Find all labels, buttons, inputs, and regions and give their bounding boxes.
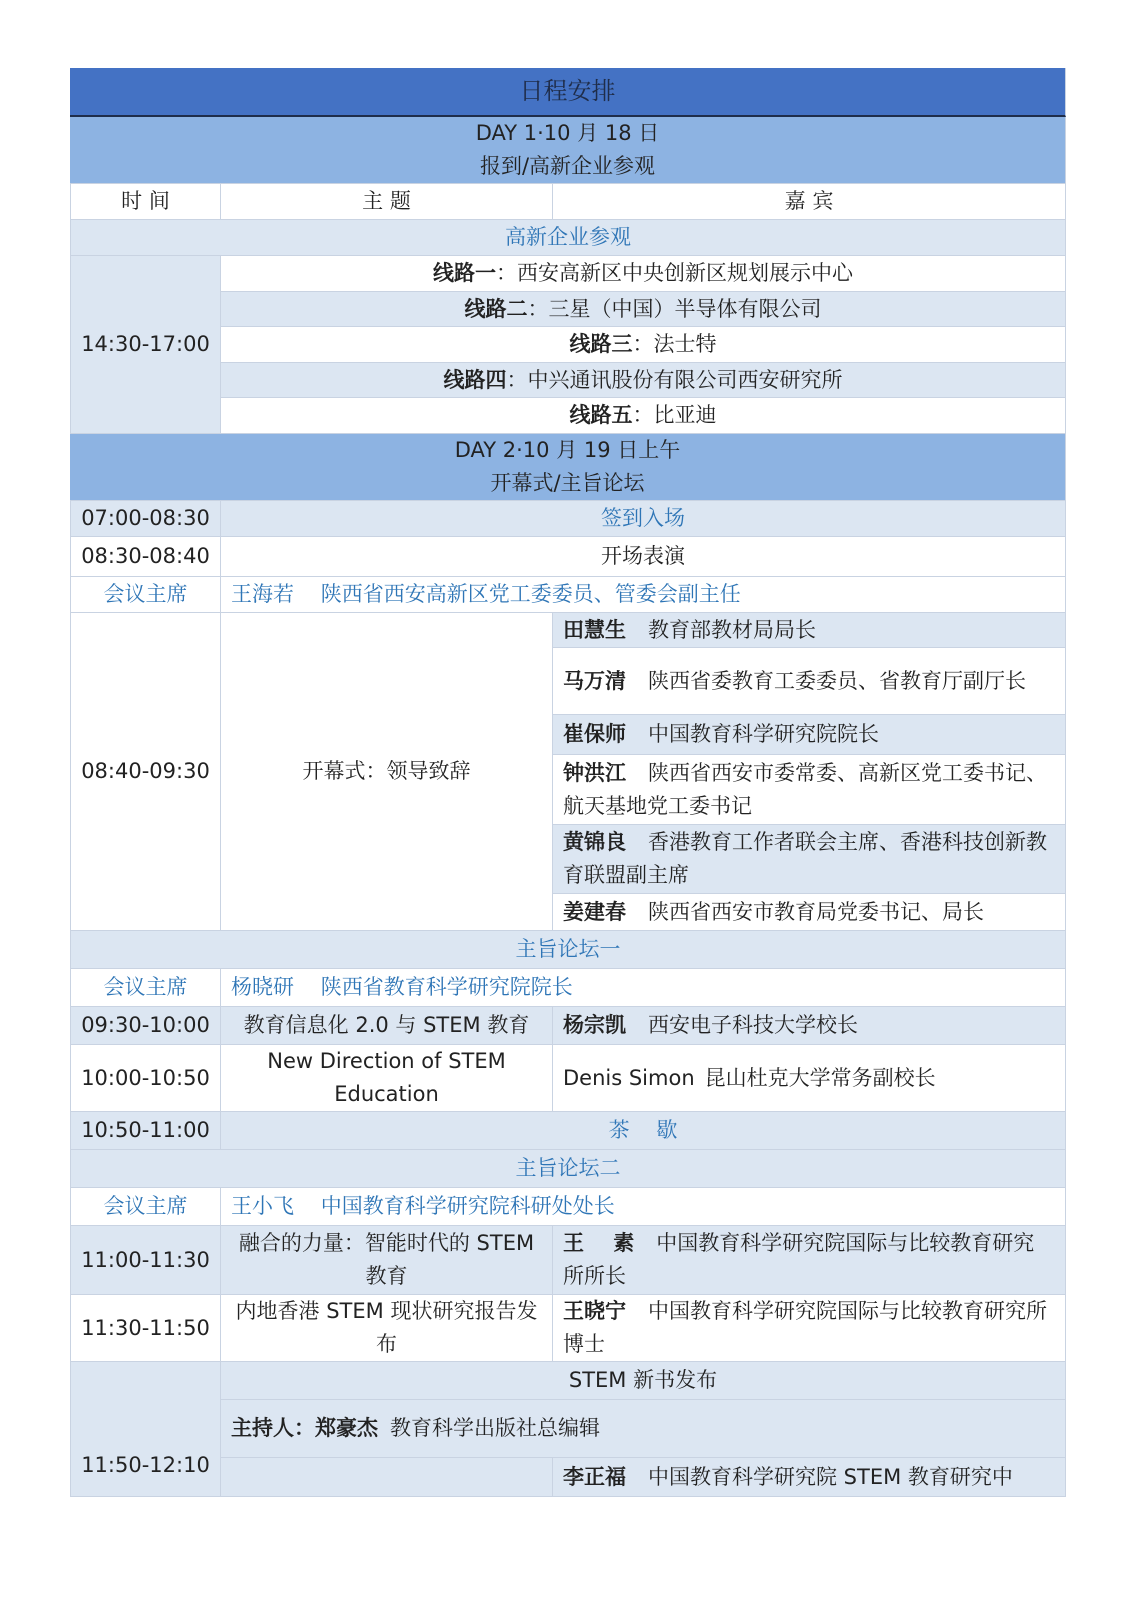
day1-banner <box>70 117 1066 184</box>
forum1-chair-label: 会议主席 <box>70 969 221 1007</box>
session-topic: New Direction of STEM Education <box>221 1045 553 1112</box>
forum1-chair: 杨晓研 陕西省教育科学研究院院长 <box>221 969 1066 1007</box>
forum2-label: 主旨论坛二 <box>70 1150 1066 1188</box>
table-header <box>70 184 1066 220</box>
book-label: STEM 新书发布 <box>221 1362 1066 1400</box>
show-time: 08:30-08:40 <box>70 537 221 577</box>
forum2-chair: 王小飞 中国教育科学研究院科研处处长 <box>221 1188 1066 1226</box>
guest-row: 马万清 陕西省委教育工委委员、省教育厅副厅长 <box>553 648 1066 715</box>
day2-banner <box>70 434 1066 501</box>
guest-row: 黄锦良 香港教育工作者联会主席、香港科技创新教育联盟副主席 <box>553 825 1066 894</box>
opening-block <box>70 613 1066 931</box>
book-time: 11:50-12:10 <box>70 1362 221 1497</box>
session-guest: Denis Simon 昆山杜克大学常务副校长 <box>553 1045 1066 1112</box>
session-time: 10:00-10:50 <box>70 1045 221 1112</box>
opening-time: 08:40-09:30 <box>70 613 221 931</box>
forum2-session-1 <box>70 1226 1066 1295</box>
route-5: 线路五 ：比亚迪 <box>221 398 1066 434</box>
book-launch-block <box>70 1362 1066 1497</box>
tea-time: 10:50-11:00 <box>70 1112 221 1150</box>
session-guest: 王晓宁 中国教育科学研究院国际与比较教育研究所博士 <box>553 1295 1066 1362</box>
session-topic: 教育信息化 2.0 与 STEM 教育 <box>221 1007 553 1045</box>
visit-label: 高新企业参观 <box>70 220 1066 256</box>
forum1-label: 主旨论坛一 <box>70 931 1066 969</box>
forum1-chair-row <box>70 969 1066 1007</box>
checkin-row <box>70 501 1066 537</box>
tea-label: 茶 歇 <box>221 1112 1066 1150</box>
guest-row: 崔保师 中国教育科学研究院院长 <box>553 715 1066 755</box>
session-time: 09:30-10:00 <box>70 1007 221 1045</box>
chair1-text: 王海若 陕西省西安高新区党工委委员、管委会副主任 <box>221 577 1066 613</box>
route-2: 线路二 ：三星（中国）半导体有限公司 <box>221 292 1066 327</box>
title-row <box>70 68 1066 117</box>
visit-time: 14:30-17:00 <box>70 256 221 434</box>
forum2-session-2 <box>70 1295 1066 1362</box>
forum1-session-2 <box>70 1045 1066 1112</box>
chair1-row <box>70 577 1066 613</box>
book-host: 主持人： 郑豪杰 教育科学出版社总编辑 <box>221 1400 1066 1458</box>
checkin-label: 签到入场 <box>221 501 1066 537</box>
page-title: 日程安排 <box>70 68 1066 117</box>
session-time: 11:00-11:30 <box>70 1226 221 1295</box>
session-topic: 内地香港 STEM 现状研究报告发布 <box>221 1295 553 1362</box>
route-4: 线路四 ：中兴通讯股份有限公司西安研究所 <box>221 363 1066 398</box>
session-time: 11:30-11:50 <box>70 1295 221 1362</box>
route-3: 线路三 ：法士特 <box>221 327 1066 363</box>
show-label: 开场表演 <box>221 537 1066 577</box>
book-topic-empty <box>221 1458 553 1497</box>
day2-date: DAY 2·10 月 19 日上午 <box>454 438 681 462</box>
day2-subtitle: 开幕式/主旨论坛 <box>490 471 645 495</box>
header-guest: 嘉 宾 <box>553 184 1066 220</box>
visit-label-row <box>70 220 1066 256</box>
header-topic: 主 题 <box>221 184 553 220</box>
day1-date: DAY 1·10 月 18 日 <box>475 121 660 145</box>
guest-row: 姜建春 陕西省西安市教育局党委书记、局长 <box>553 894 1066 931</box>
forum2-chair-row <box>70 1188 1066 1226</box>
session-guest: 王 素 中国教育科学研究院国际与比较教育研究所所长 <box>553 1226 1066 1295</box>
header-time: 时 间 <box>70 184 221 220</box>
route-1: 线路一 ：西安高新区中央创新区规划展示中心 <box>221 256 1066 292</box>
tea-row <box>70 1112 1066 1150</box>
book-guest: 李正福 中国教育科学研究院 STEM 教育研究中 <box>553 1458 1066 1497</box>
checkin-time: 07:00-08:30 <box>70 501 221 537</box>
session-guest: 杨宗凯 西安电子科技大学校长 <box>553 1007 1066 1045</box>
guest-row: 田慧生 教育部教材局局长 <box>553 613 1066 648</box>
show-row <box>70 537 1066 577</box>
guest-row: 钟洪江 陕西省西安市委常委、高新区党工委书记、航天基地党工委书记 <box>553 755 1066 825</box>
forum1-session-1 <box>70 1007 1066 1045</box>
visit-routes <box>70 256 1066 434</box>
opening-topic: 开幕式：领导致辞 <box>221 613 553 931</box>
day1-subtitle: 报到/高新企业参观 <box>479 154 656 178</box>
forum2-chair-label: 会议主席 <box>70 1188 221 1226</box>
chair1-label: 会议主席 <box>70 577 221 613</box>
session-topic: 融合的力量：智能时代的 STEM 教育 <box>221 1226 553 1295</box>
forum1-label-row <box>70 931 1066 969</box>
forum2-label-row <box>70 1150 1066 1188</box>
